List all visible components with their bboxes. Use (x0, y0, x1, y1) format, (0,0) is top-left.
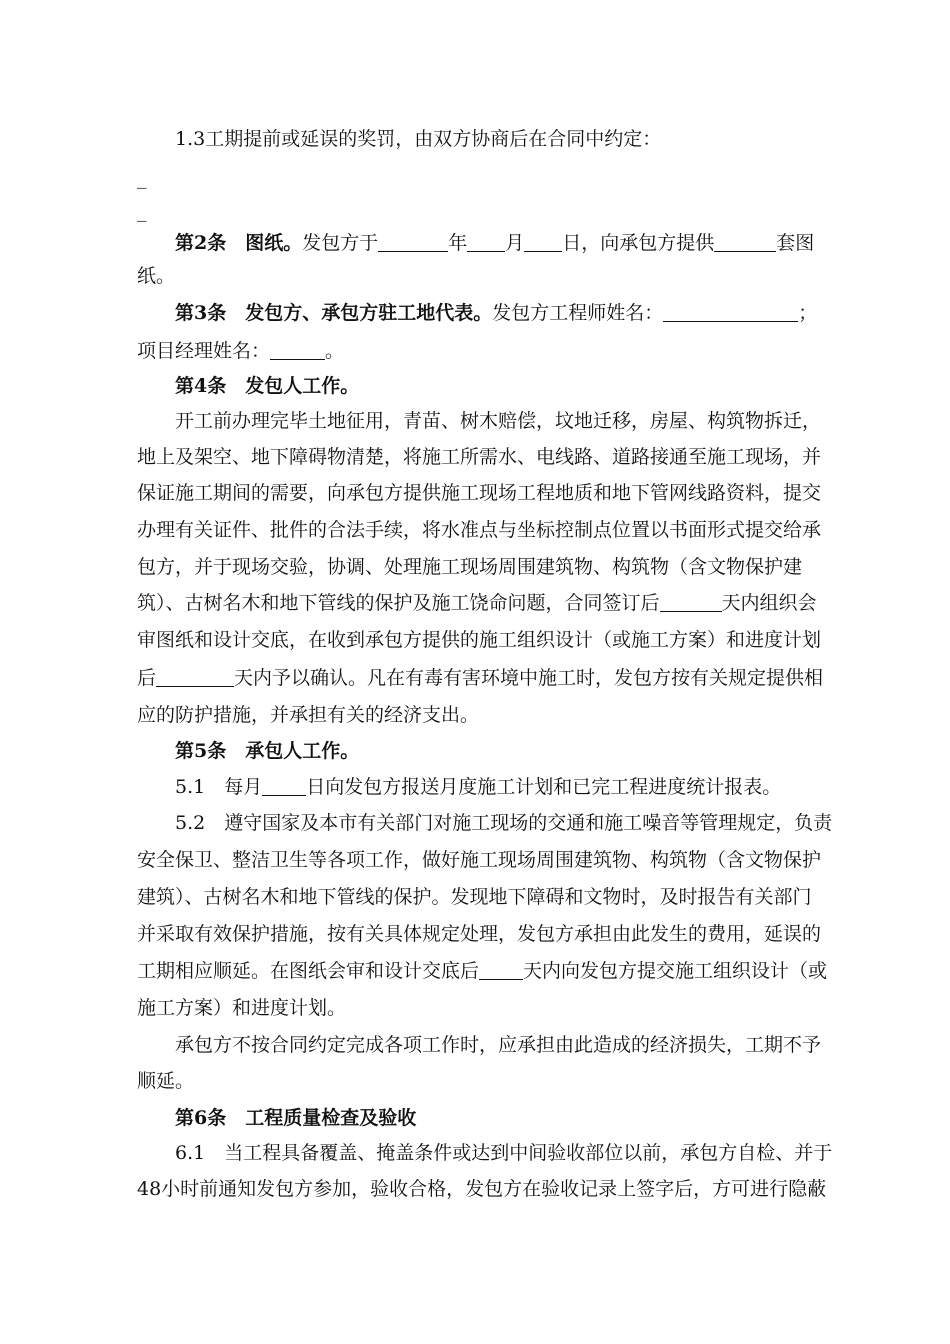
blank-field (262, 777, 306, 796)
article-3-heading: 第3条 发包方、承包方驻工地代表。 (175, 302, 493, 324)
article-2-cont: 纸。 (137, 265, 176, 287)
paragraph-line: 审图纸和设计交底，在收到承包方提供的施工组织设计（或施工方案）和进度计划 (137, 629, 822, 651)
paragraph-line: 建筑）、古树名木和地下管线的保护。发现地下障碍和文物时，及时报告有关部门 (137, 886, 812, 908)
paragraph-line: 包方，并于现场交验，协调、处理施工现场周围建筑物、构筑物（含文物保护建 (137, 556, 803, 578)
blank-field (467, 233, 505, 252)
blank-field (660, 593, 722, 612)
blank-line: _ (137, 200, 147, 222)
article-2: 第2条 图纸。发包方于 年 月 日，向承包方提供 套图 (175, 232, 815, 254)
clause-5-1: 5.1 每月 日向发包方报送月度施工计划和已完工程进度统计报表。 (175, 776, 782, 798)
article-6-heading: 第6条 工程质量检查及验收 (175, 1107, 417, 1129)
article-3: 第3条 发包方、承包方驻工地代表。发包方工程师姓名： ； (175, 302, 818, 324)
blank-field (479, 961, 523, 980)
clause-5-2: 5.2 遵守国家及本市有关部门对施工现场的交通和施工噪音等管理规定，负责 (175, 812, 833, 834)
article-4-heading: 第4条 发包人工作。 (175, 375, 360, 397)
paragraph-line: 工期相应顺延。在图纸会审和设计交底后 天内向发包方提交施工组织设计（或 (137, 960, 828, 982)
paragraph-line: 筑）、古树名木和地下管线的保护及施工饶命问题，合同签订后 天内组织会 (137, 592, 817, 614)
paragraph-line: 施工方案）和进度计划。 (137, 997, 347, 1019)
blank-field (270, 341, 325, 360)
paragraph-line: 承包方不按合同约定完成各项工作时，应承担由此造成的经济损失，工期不予 (175, 1034, 822, 1056)
paragraph-line: 开工前办理完毕土地征用，青苗、树木赔偿，坟地迁移，房屋、构筑物拆迁， (175, 410, 822, 432)
paragraph-line: 顺延。 (137, 1070, 195, 1092)
clause-1-3: 1.3工期提前或延误的奖罚，由双方协商后在合同中约定： (175, 128, 662, 150)
paragraph-line: 48小时前通知发包方参加，验收合格，发包方在验收记录上签字后，方可进行隐蔽 (137, 1178, 827, 1200)
paragraph-line: 保证施工期间的需要，向承包方提供施工现场工程地质和地下管网线路资料，提交 (137, 482, 822, 504)
paragraph-line: 后 天内予以确认。凡在有毒有害环境中施工时，发包方按有关规定提供相 (137, 667, 824, 689)
blank-field (663, 303, 798, 322)
blank-field (524, 233, 562, 252)
article-3-cont: 项目经理姓名： 。 (137, 340, 345, 362)
paragraph-line: 安全保卫、整洁卫生等各项工作，做好施工现场周围建筑物、构筑物（含文物保护 (137, 849, 822, 871)
blank-line: _ (137, 167, 147, 189)
blank-field (714, 233, 776, 252)
paragraph-line: 并采取有效保护措施，按有关具体规定处理，发包方承担由此发生的费用，延误的 (137, 923, 822, 945)
article-2-heading: 第2条 图纸。 (175, 232, 303, 254)
paragraph-line: 办理有关证件、批件的合法手续，将水准点与坐标控制点位置以书面形式提交给承 (137, 519, 822, 541)
blank-field (156, 668, 234, 687)
clause-6-1: 6.1 当工程具备覆盖、掩盖条件或达到中间验收部位以前，承包方自检、并于 (175, 1142, 833, 1164)
paragraph-line: 地上及架空、地下障碍物清楚，将施工所需水、电线路、道路接通至施工现场，并 (137, 446, 822, 468)
blank-field (378, 233, 448, 252)
paragraph-line: 应的防护措施，并承担有关的经济支出。 (137, 704, 480, 726)
article-5-heading: 第5条 承包人工作。 (175, 740, 360, 762)
